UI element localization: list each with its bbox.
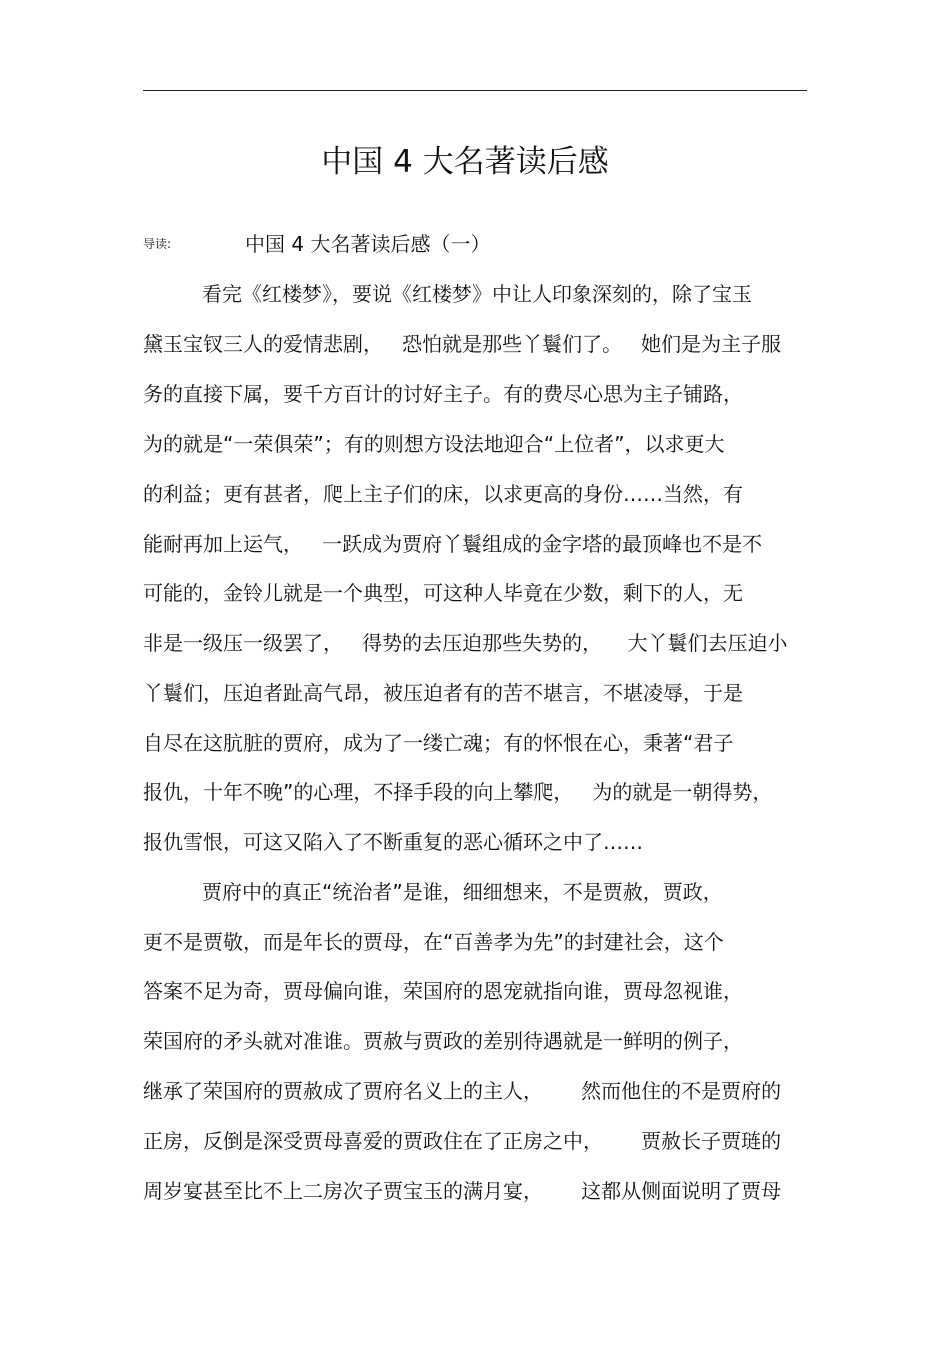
body-line: 非是一级压一级罢了， 得势的去压迫那些失势的， 大丫鬟们去压迫小 (143, 631, 788, 655)
lead-label: 导读: (143, 237, 172, 251)
lead-subtitle: 中国 4 大名著读后感（一） (245, 232, 491, 256)
body-line: 正房，反倒是深受贾母喜爱的贾政住在了正房之中， 贾赦长子贾琏的 (143, 1129, 782, 1153)
body-line: 丫鬟们，压迫者趾高气昂，被压迫者有的苦不堪言，不堪凌辱，于是 (143, 681, 743, 705)
body-line: 周岁宴甚至比不上二房次子贾宝玉的满月宴， 这都从侧面说明了贾母 (143, 1179, 782, 1203)
body-line: 更不是贾敬，而是年长的贾母，在“百善孝为先”的封建社会，这个 (143, 930, 724, 954)
body-line: 务的直接下属，要千方百计的讨好主子。有的费尽心思为主子铺路， (143, 382, 743, 406)
body-line: 可能的，金铃儿就是一个典型，可这种人毕竟在少数，剩下的人，无 (143, 581, 743, 605)
body-line: 为的就是“一荣俱荣”；有的则想方设法地迎合“上位者”，以求更大 (143, 432, 725, 456)
page-title: 中国 4 大名著读后感 (321, 144, 609, 180)
body-line: 的利益；更有甚者，爬上主子们的床，以求更高的身份……当然，有 (143, 482, 743, 506)
body-line: 看完《红楼梦》，要说《红楼梦》中让人印象深刻的，除了宝玉 (202, 282, 752, 306)
body-line: 答案不足为奇，贾母偏向谁，荣国府的恩宠就指向谁，贾母忽视谁， (143, 979, 743, 1003)
body-line: 黛玉宝钗三人的爱情悲剧， 恐怕就是那些丫鬟们了。 她们是为主子服 (143, 332, 782, 356)
body-line: 能耐再加上运气， 一跃成为贾府丫鬟组成的金字塔的最顶峰也不是不 (143, 532, 763, 556)
body-line: 继承了荣国府的贾赦成了贾府名义上的主人， 然而他住的不是贾府的 (143, 1079, 782, 1103)
body-line: 自尽在这肮脏的贾府，成为了一缕亡魂；有的怀恨在心，秉著“君子 (143, 731, 734, 755)
body-line: 报仇雪恨，可这又陷入了不断重复的恶心循环之中了…… (143, 830, 643, 854)
body-line: 荣国府的矛头就对准谁。贾赦与贾政的差别待遇就是一鲜明的例子， (143, 1029, 743, 1053)
body-line: 报仇，十年不晚”的心理，不择手段的向上攀爬， 为的就是一朝得势， (143, 780, 773, 804)
body-line: 贾府中的真正“统治者”是谁，细细想来，不是贾赦，贾政， (202, 880, 723, 904)
